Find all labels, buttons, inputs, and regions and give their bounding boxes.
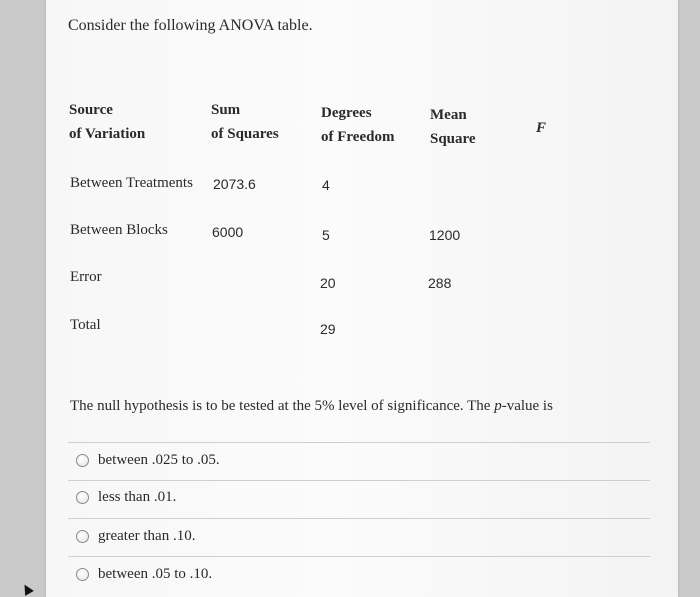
question-page	[46, 0, 678, 597]
header-ms-line2: Square	[430, 131, 476, 147]
hypothesis-end: -value is	[501, 398, 553, 414]
header-ss-line1: Sum	[211, 102, 241, 118]
header-df-line2: of Freedom	[321, 129, 395, 145]
header-df-line1: Degrees	[321, 105, 372, 121]
radio-circle-icon[interactable]	[76, 530, 89, 543]
header-degrees-of-freedom	[321, 101, 394, 149]
radio-circle-icon[interactable]	[76, 491, 89, 504]
header-source	[69, 98, 145, 146]
mouse-cursor-icon	[20, 582, 34, 596]
divider	[68, 556, 650, 557]
row-between-treatments-source: Between Treatments	[70, 175, 193, 191]
row-error-source: Error	[70, 269, 102, 285]
hypothesis-text: The null hypothesis is to be tested at the 5% level of significance. The	[70, 398, 495, 414]
question-prompt: Consider the following ANOVA table.	[68, 17, 313, 34]
option-label: less than .01.	[98, 489, 177, 505]
row-between-blocks-df: 5	[322, 227, 330, 243]
option-less-than-01[interactable]	[76, 489, 176, 506]
header-ms-line1: Mean	[430, 107, 467, 123]
row-between-blocks-ss: 6000	[212, 224, 244, 240]
row-error-ms: 288	[428, 275, 452, 291]
row-total-source: Total	[70, 317, 101, 333]
row-between-blocks-source: Between Blocks	[70, 222, 168, 238]
radio-circle-icon[interactable]	[76, 454, 89, 467]
row-between-blocks-ms: 1200	[429, 227, 461, 243]
radio-circle-icon[interactable]	[76, 568, 89, 581]
header-source-line2: of Variation	[69, 126, 146, 142]
option-label: greater than .10.	[98, 528, 196, 544]
hypothesis-statement	[70, 398, 553, 415]
divider	[68, 480, 650, 481]
option-label: between .05 to .10.	[98, 566, 213, 582]
divider	[68, 442, 650, 443]
header-f: F	[536, 120, 547, 136]
row-error-df: 20	[320, 275, 336, 291]
row-total-df: 29	[320, 321, 336, 337]
header-source-line1: Source	[69, 102, 113, 118]
header-ss-line2: of Squares	[211, 126, 279, 142]
header-sum-of-squares	[211, 98, 279, 146]
row-between-treatments-ss: 2073.6	[213, 176, 256, 192]
option-between-05-10[interactable]	[76, 566, 212, 583]
hypothesis-p-italic: p	[494, 398, 502, 414]
option-between-025-05[interactable]	[76, 452, 220, 469]
row-between-treatments-df: 4	[322, 177, 330, 193]
option-greater-than-10[interactable]	[76, 528, 195, 545]
header-mean-square	[430, 103, 476, 151]
divider	[68, 518, 650, 519]
option-label: between .025 to .05.	[98, 452, 220, 468]
